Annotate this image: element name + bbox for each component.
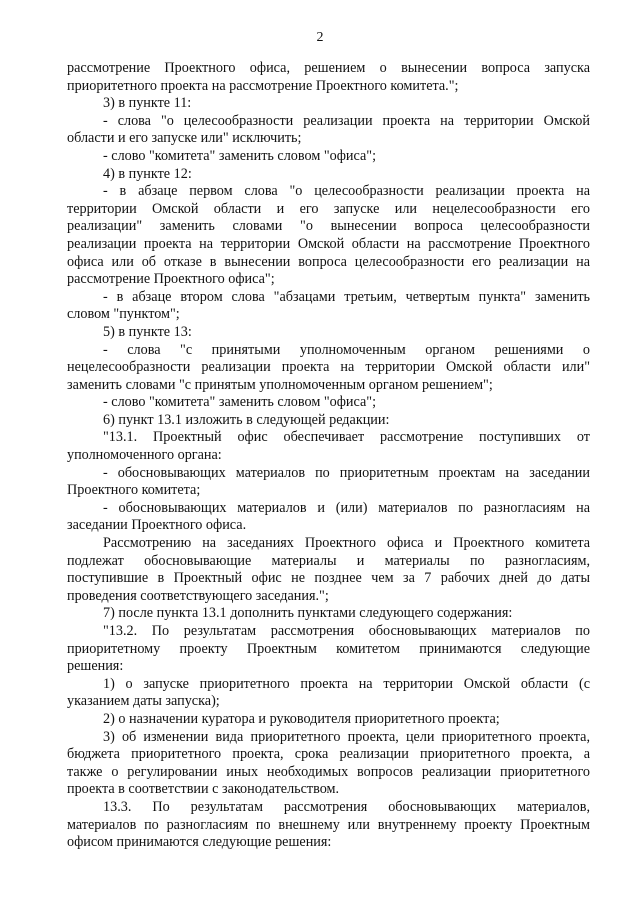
text-line: реализации проекта на территории Омской области на рассмотрение Проектного [67, 235, 590, 252]
text-line: офиса или об отказе в вынесении вопроса целесообразности его реализации на [67, 253, 590, 270]
text-line: "13.2. По результатам рассмотрения обосновывающих материалов по [103, 623, 590, 639]
text-line: 1) о запуске приоритетного проекта на территории Омской области (с [103, 675, 590, 692]
text-line: "13.1. Проектный офис обеспечивает рассмотрение поступивших от [103, 429, 590, 446]
text-line: - слова "о целесообразности реализации проекта на территории Омской [103, 112, 590, 129]
text-line: - в абзаце втором слова "абзацами третьим, четвертым пункта" заменить [103, 288, 590, 305]
text-line: заседании Проектного офиса. [67, 517, 247, 534]
text-line: подлежат обосновывающие материалы и материалы по разногласиям, [67, 552, 590, 569]
text-line: 7) после пункта 13.1 дополнить пунктами следующего содержания: [103, 605, 513, 622]
text-line: указанием даты запуска); [67, 693, 220, 710]
text-line: 6) пункт 13.1 изложить в следующей редакции: [103, 411, 390, 428]
text-line: 3) в пункте 11: [103, 95, 192, 112]
text-line: проекта в соответствии с законодательством. [67, 781, 340, 798]
text-line: рассмотрение Проектного офиса"; [67, 271, 275, 288]
text-line: 13.3. По результатам рассмотрения обосновывающих материалов, [103, 798, 590, 815]
text-line: Проектного комитета; [67, 482, 201, 499]
document-body [67, 60, 590, 852]
text-line: рассмотрение Проектного офиса, решением о вынесении вопроса запуска [67, 60, 590, 76]
text-line: 5) в пункте 13: [103, 323, 192, 340]
text-line: - слово "комитета" заменить словом "офиса"; [103, 147, 377, 164]
text-line: материалов по разногласиям по внешнему или внутреннему проекту Проектным [67, 816, 590, 833]
text-line: территории Омской области и его запуске или нецелесообразности его [67, 200, 590, 217]
text-line: заменить словами "с принятым уполномоченным органом решением"; [67, 376, 493, 393]
text-line: также о регулировании иных необходимых вопросов реализации приоритетного [67, 763, 590, 780]
text-line: офисом принимаются следующие решения: [67, 834, 332, 851]
text-line: поступившие в Проектный офис не позднее чем за 7 рабочих дней до даты [67, 570, 590, 587]
text-line: приоритетного проекта на рассмотрение Проектного комитета."; [67, 77, 459, 94]
text-line: - обосновывающих материалов и (или) материалов по разногласиям на [103, 499, 590, 516]
text-line: 3) об изменении вида приоритетного проекта, цели приоритетного проекта, [103, 728, 590, 745]
text-line: области и его запуске или" исключить; [67, 130, 302, 147]
page-number: 2 [316, 30, 324, 45]
text-line: Рассмотрению на заседаниях Проектного офиса и Проектного комитета [103, 535, 590, 552]
text-line: проведения соответствующего заседания."; [67, 587, 329, 604]
text-line: 4) в пункте 12: [103, 165, 192, 182]
text-line: - обосновывающих материалов по приоритетным проектам на заседании [103, 464, 590, 481]
text-line: нецелесообразности реализации проекта на территории Омской области или" [67, 359, 590, 376]
text-line: реализации" заменить словами "о вынесении вопроса целесообразности [67, 218, 590, 235]
text-line: бюджета приоритетного проекта, срока реализации приоритетного проекта, а [67, 746, 590, 763]
text-line: решения: [67, 658, 124, 675]
text-line: словом "пунктом"; [67, 306, 180, 323]
text-line: приоритетному проекту Проектным комитетом принимаются следующие [67, 640, 590, 657]
text-line: - слова "с принятыми уполномоченным органом решениями о [103, 341, 590, 358]
text-line: - слово "комитета" заменить словом "офиса"; [103, 394, 377, 411]
text-line: уполномоченного органа: [67, 447, 222, 464]
text-line: 2) о назначении куратора и руководителя приоритетного проекта; [103, 710, 500, 727]
text-line: - в абзаце первом слова "о целесообразности реализации проекта на [103, 183, 590, 200]
